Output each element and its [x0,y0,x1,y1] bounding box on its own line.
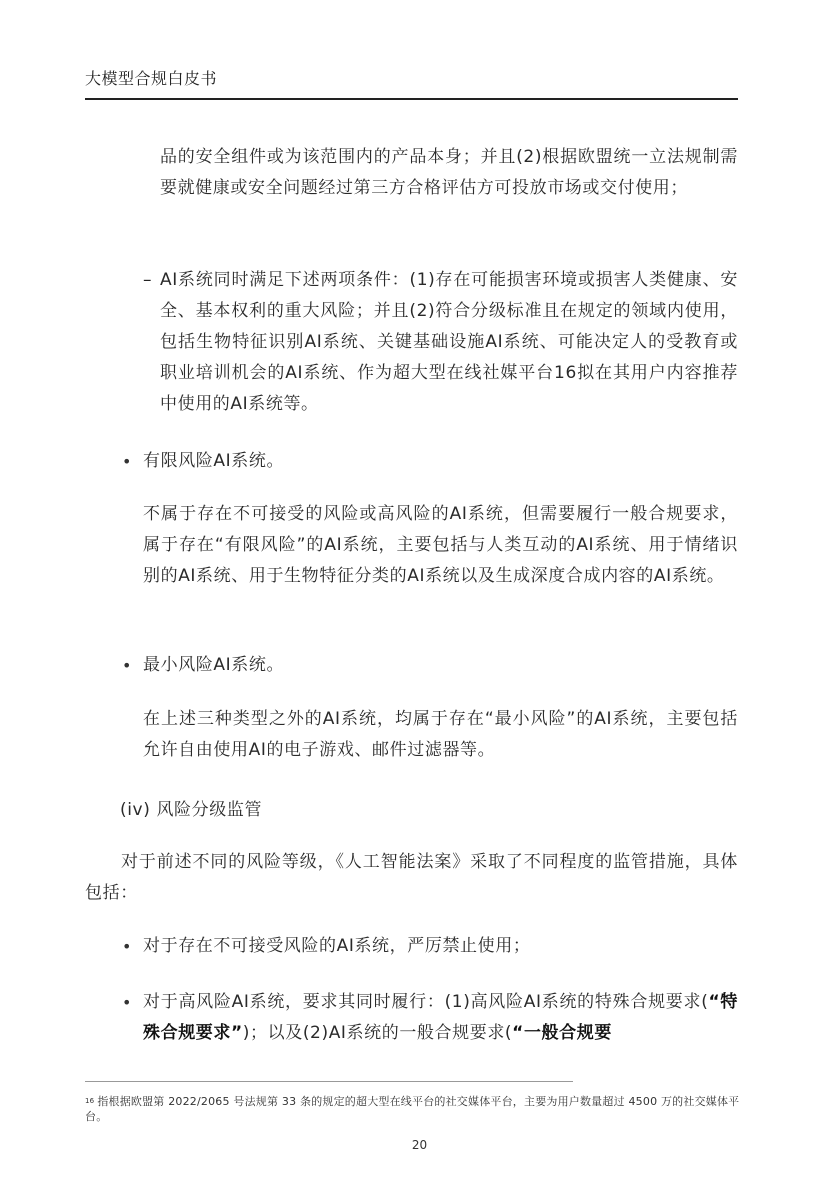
paragraph-limited-risk: 不属于存在不可接受的风险或高风险的AI系统，但需要履行一般合规要求，属于存在“有限风险”的AI系统，主要包括与人类互动的AI系统、用于情绪识别的AI系统、用于生物特征分类的AI系统以及生成深度合成内容的AI系统。 [143,504,738,586]
bullet-icon: • [122,937,132,956]
footnote-number: 16 [85,1097,95,1105]
paragraph-regulation-intro: 对于前述不同的风险等级，《人工智能法案》采取了不同程度的监管措施，具体包括： [85,852,738,903]
header-divider [85,98,738,100]
dash-list-marker: – [143,270,152,290]
bullet-icon: • [122,656,132,675]
bold-term: “一般合规要 [512,1023,612,1043]
page-number: 20 [411,1138,428,1152]
bold-term: “特殊合规要求” [143,992,738,1043]
bullet-minimal-risk: 最小风险AI系统。 [143,655,285,675]
paragraph-continuation: 品的安全组件或为该范围内的产品本身；并且(2)根据欧盟统一立法规制需要就健康或安全问题经过第三方合格评估方可投放市场或交付使用； [160,147,738,198]
footnote-text: 指根据欧盟第 2022/2065 号法规第 33 条的规定的超大型在线平台的社交媒体平台，主要为用户数量超过 4500 万的社交媒体平台。 [85,1095,740,1123]
bullet-text-part: 对于高风险AI系统，要求其同时履行：(1)高风险AI系统的特殊合规要求( [143,992,709,1012]
paragraph-minimal-risk: 在上述三种类型之外的AI系统，均属于存在“最小风险”的AI系统，主要包括允许自由使用AI的电子游戏、邮件过滤器等。 [143,709,738,760]
document-header-title: 大模型合规白皮书 [85,69,218,88]
bullet-icon: • [122,993,132,1012]
footnote [85,1094,740,1124]
bullet-icon: • [122,452,132,471]
bullet-text-part: )；以及(2)AI系统的一般合规要求( [242,1023,513,1043]
bullet-unacceptable-risk: 对于存在不可接受风险的AI系统，严厉禁止使用； [143,936,531,956]
section-subheading: (iv) 风险分级监管 [120,800,263,820]
bullet-high-risk-requirements [143,987,738,1049]
footnote-divider [85,1081,573,1082]
paragraph-high-risk-condition: AI系统同时满足下述两项条件：(1)存在可能损害环境或损害人类健康、安全、基本权利的重大风险；并且(2)符合分级标准且在规定的领域内使用，包括生物特征识别AI系统、关键基础设施AI系统、可能决定人的受教育或职业培训机会的AI系统、作为超大型在线社媒平台16拟在其用户内容推荐中使用的AI系统等。 [160,270,738,414]
bullet-limited-risk: 有限风险AI系统。 [143,451,285,471]
